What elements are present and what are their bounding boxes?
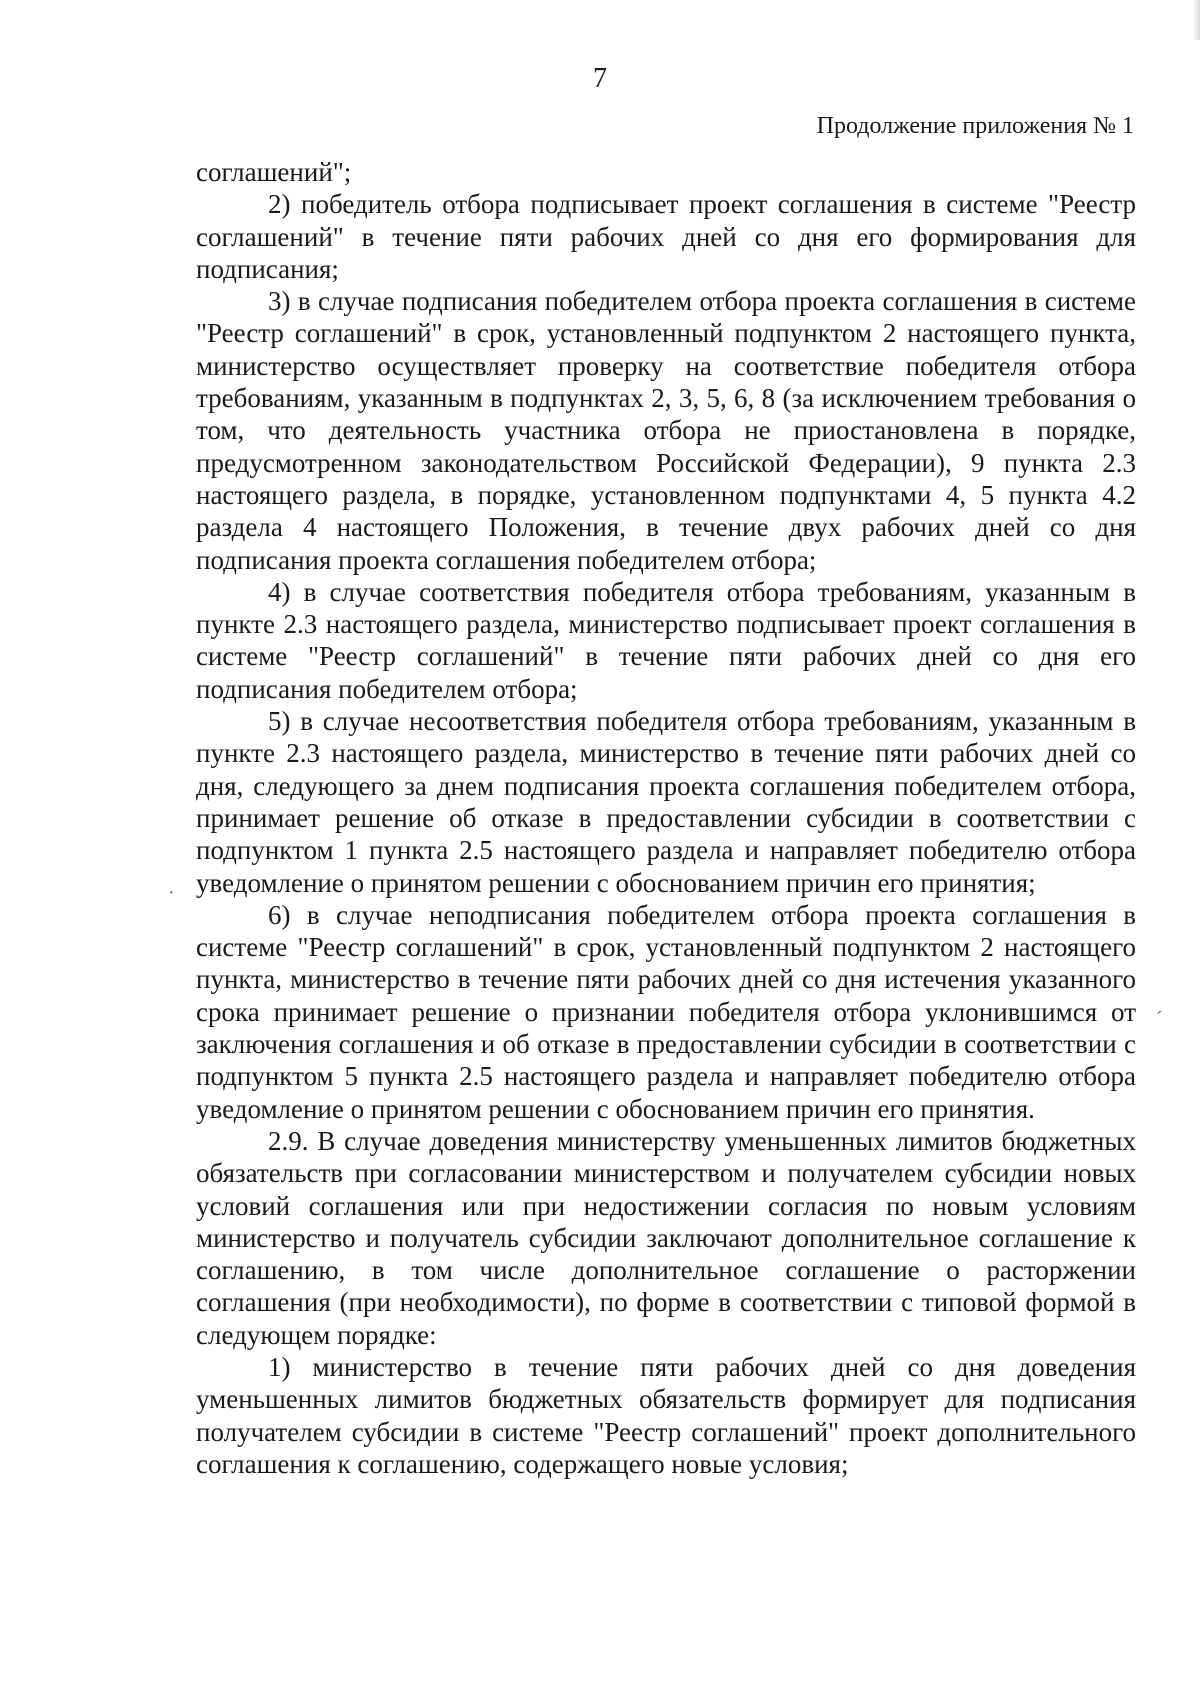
scan-speck: ˊ [1156, 1008, 1163, 1030]
scan-speck: · [168, 882, 175, 904]
paragraph-item-6: 6) в случае неподписания победителем отбора проекта соглашения в системе "Реестр соглашений" в срок, установленный подпунктом 2 настоящего пункта, министерство в течение пяти рабочих дней со дня истечения указанного срока принимает решение о признании победителя отбора уклонившимся от заключения соглашения и об отказе в предоставлении субсидии в соответствии с подпунктом 5 пункта 2.5 настоящего раздела и направляет победителю отбора уведомление о принятом решении с обоснованием причин его принятия. [196, 899, 1136, 1124]
paragraph-2-9-item-1: 1) министерство в течение пяти рабочих дней со дня доведения уменьшенных лимитов бюджетных обязательств формирует для подписания получателем субсидии в системе "Реестр соглашений" проект дополнительного соглашения к соглашению, содержащего новые условия; [196, 1351, 1136, 1479]
appendix-continuation-label: Продолжение приложения № 1 [816, 113, 1134, 139]
paragraph-item-2: 2) победитель отбора подписывает проект соглашения в системе "Реестр соглашений" в течение пяти рабочих дней со дня его формирования для подписания; [196, 189, 1136, 284]
paragraph-item-3: 3) в случае подписания победителем отбора проекта соглашения в системе "Реестр соглашений" в срок, установленный подпунктом 2 настоящего пункта, министерство осуществляет проверку на соответствие победителя отбора требованиям, указанным в подпунктах 2, 3, 5, 6, 8 (за исключением требования о том, что деятельность участника отбора не приостановлена в порядке, предусмотренном законодательством Российской Федерации), 9 пункта 2.3 настоящего раздела, в порядке, установленном подпунктами 4, 5 пункта 4.2 раздела 4 настоящего Положения, в течение двух рабочих дней со дня подписания проекта соглашения победителем отбора; [196, 286, 1136, 575]
document-body [196, 156, 1136, 1480]
page-number: 7 [593, 63, 607, 94]
paragraph-item-5: 5) в случае несоответствия победителя отбора требованиям, указанным в пункте 2.3 настоящего раздела, министерство в течение пяти рабочих дней со дня, следующего за днем подписания проекта соглашения победителем отбора, принимает решение об отказе в предоставлении субсидии в соответствии с подпунктом 1 пункта 2.5 настоящего раздела и направляет победителю отбора уведомление о принятом решении с обоснованием причин его принятия; [196, 706, 1136, 898]
paragraph-section-2-9: 2.9. В случае доведения министерству уменьшенных лимитов бюджетных обязательств при согласовании министерством и получателем субсидии новых условий соглашения или при недостижении согласия по новым условиям министерство и получатель субсидии заключают дополнительное соглашение к соглашению, в том числе дополнительное соглашение о расторжении соглашения (при необходимости), по форме в соответствии с типовой формой в следующем порядке: [196, 1125, 1136, 1350]
scan-edge-mark [1192, 0, 1200, 40]
paragraph-item-4: 4) в случае соответствия победителя отбора требованиям, указанным в пункте 2.3 настоящего раздела, министерство подписывает проект соглашения в системе "Реестр соглашений" в течение пяти рабочих дней со дня его подписания победителем отбора; [196, 576, 1136, 704]
paragraph-continued: соглашений"; [196, 157, 352, 187]
